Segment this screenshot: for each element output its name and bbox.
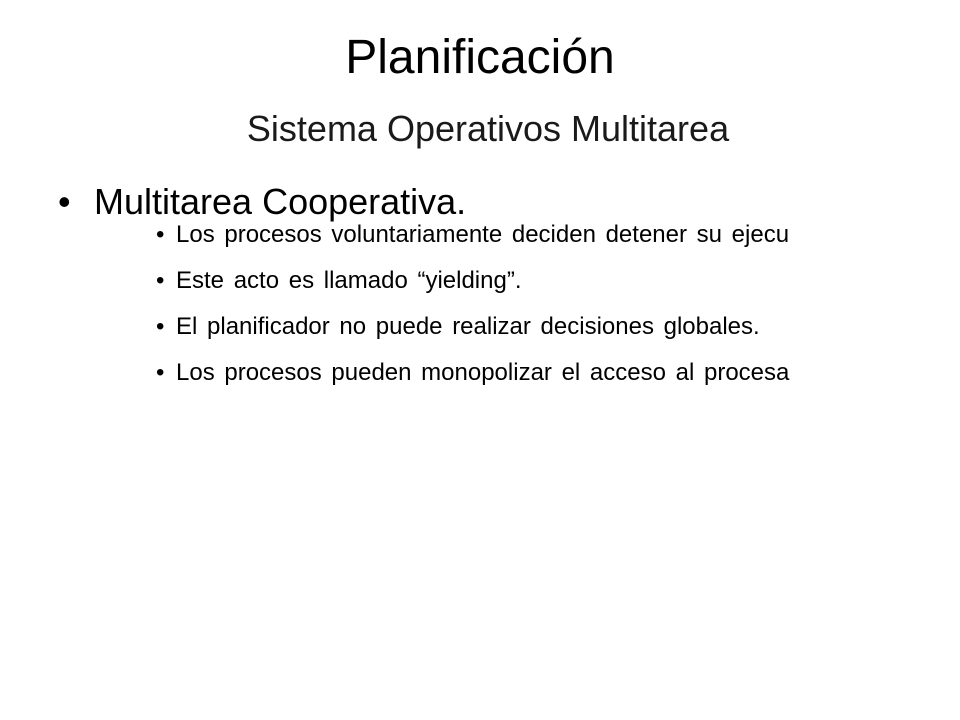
sub-bullet-item: [156, 258, 789, 304]
sub-bullet-text: El planificador no puede realizar decisiones globales.: [176, 313, 760, 340]
sub-bullet-text: Los procesos voluntariamente deciden detener su ejecu: [176, 221, 790, 248]
sub-bullet-item: [156, 304, 789, 350]
sub-bullet-list: [156, 212, 789, 396]
slide-title: Planificación: [345, 31, 615, 84]
bullet-marker: •: [156, 313, 165, 340]
bullet-marker: •: [156, 359, 165, 386]
sub-bullet-item: [156, 350, 789, 396]
bullet-marker: •: [156, 267, 165, 294]
bullet-marker: •: [156, 221, 165, 248]
slide-subtitle: Sistema Operativos Multitarea: [246, 108, 730, 149]
bullet-marker: •: [58, 181, 71, 222]
sub-bullet-text: Los procesos pueden monopolizar el acceso al procesa: [176, 359, 790, 386]
sub-bullet-item: [156, 212, 789, 258]
main-bullet-text: Multitarea Cooperativa.: [94, 181, 467, 222]
sub-bullet-text: Este acto es llamado “yielding”.: [176, 267, 522, 294]
